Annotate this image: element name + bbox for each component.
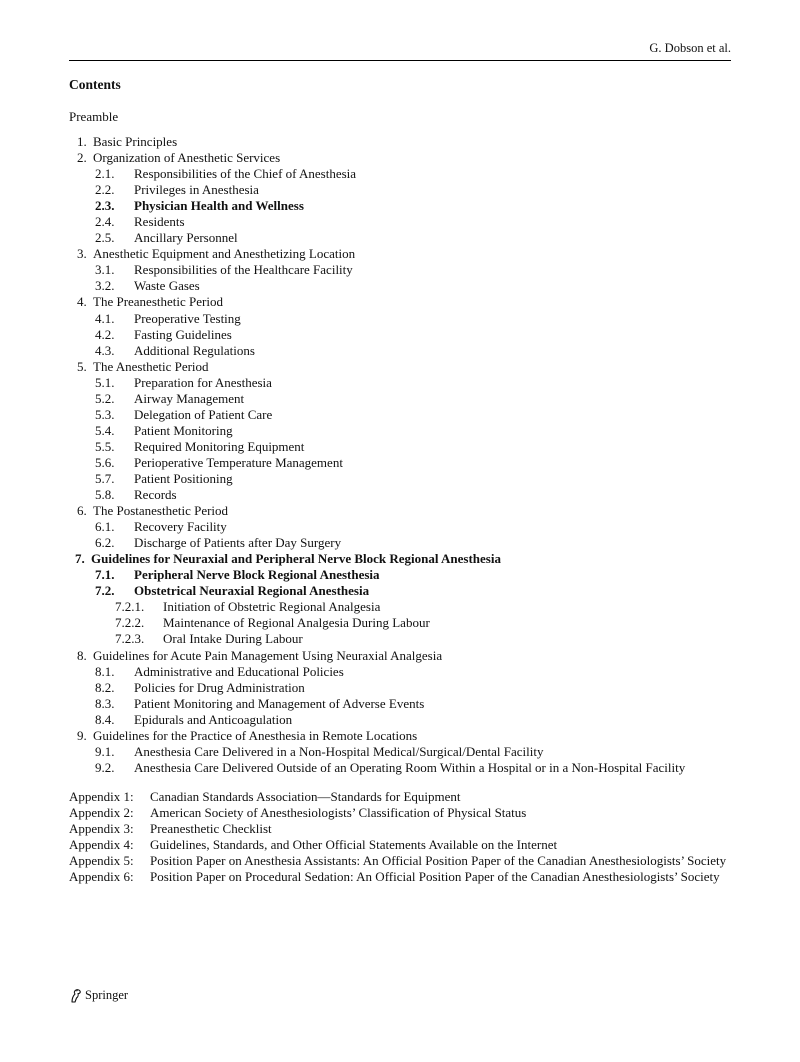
toc-entry-title: Preoperative Testing [134,310,241,326]
toc-entry-number: 9.1. [95,743,115,759]
toc-entry [69,648,731,664]
toc-entry [69,198,731,214]
toc-entry [69,439,731,455]
toc-entry-title: Oral Intake During Labour [163,631,303,647]
toc-entry-number: 5.5. [95,438,115,454]
toc-entry [69,134,731,150]
toc-entry-title: Responsibilities of the Healthcare Facility [134,262,353,278]
toc-entry [69,407,731,423]
toc-entry [69,535,731,551]
toc-entry-title: Anesthesia Care Delivered Outside of an Operating Room Within a Hospital or in a Non-Hospital Facility [134,759,686,775]
toc-entry [69,744,731,760]
toc-entry-title: The Preanesthetic Period [93,294,223,310]
appendix-entry [69,805,731,821]
toc-entry [69,423,731,439]
toc-entry-title: Physician Health and Wellness [134,198,304,214]
toc-entry [69,696,731,712]
toc-entry-title: Organization of Anesthetic Services [93,150,281,166]
toc-entry-number: 5.4. [95,422,115,438]
toc-entry-title: Guidelines for Acute Pain Management Using Neuraxial Analgesia [93,647,443,663]
toc-entry-number: 5.2. [95,390,115,406]
toc-entry-title: Anesthetic Equipment and Anesthetizing Location [93,246,356,262]
toc-entry-number: 7. [75,551,85,567]
toc-entry-title: Epidurals and Anticoagulation [134,711,293,727]
toc-entry-number: 2.3. [95,198,115,214]
table-of-contents [69,134,731,776]
toc-entry-title: Patient Positioning [134,470,233,486]
publisher-footer [69,988,128,1003]
running-head: G. Dobson et al. [649,41,731,55]
toc-entry-number: 7.1. [95,567,115,583]
toc-entry [69,487,731,503]
toc-entry-number: 4.2. [95,326,115,342]
appendix-title: Preanesthetic Checklist [150,821,272,836]
toc-entry [69,166,731,182]
toc-entry [69,343,731,359]
toc-entry-title: Additional Regulations [134,342,255,358]
toc-entry-title: Maintenance of Regional Analgesia During Labour [163,615,430,631]
preamble-entry: Preamble [69,109,119,124]
toc-entry-number: 5.1. [95,374,115,390]
toc-entry-title: Recovery Facility [134,519,227,535]
toc-entry-number: 9. [77,727,87,743]
toc-entry [69,294,731,310]
toc-entry-number: 5.6. [95,454,115,470]
toc-entry-number: 8.3. [95,695,115,711]
appendix-number: Appendix 2: [69,805,134,820]
toc-entry [69,471,731,487]
toc-entry [69,246,731,262]
appendix-title: Position Paper on Anesthesia Assistants: An Official Position Paper of the Canadian Anesthesiologists’ Society [150,853,727,868]
header-rule [69,60,731,61]
appendix-number: Appendix 1: [69,789,134,804]
appendix-title: Position Paper on Procedural Sedation: An Official Position Paper of the Canadian Anesthesiologists’ Society [150,869,720,884]
toc-entry [69,278,731,294]
contents-title: Contents [69,77,121,92]
toc-entry-number: 2.1. [95,166,115,182]
toc-entry [69,327,731,343]
toc-entry-number: 9.2. [95,759,115,775]
toc-entry-number: 7.2.2. [115,615,145,631]
toc-entry-title: The Anesthetic Period [93,358,209,374]
toc-entry-title: Anesthesia Care Delivered in a Non-Hospital Medical/Surgical/Dental Facility [134,743,544,759]
appendix-entry [69,821,731,837]
toc-entry-title: Preparation for Anesthesia [134,374,272,390]
toc-entry [69,311,731,327]
appendix-list [69,789,731,885]
toc-entry [69,503,731,519]
appendix-number: Appendix 4: [69,837,134,852]
toc-entry [69,567,731,583]
toc-entry [69,583,731,599]
toc-entry-title: Perioperative Temperature Management [134,454,343,470]
toc-entry [69,262,731,278]
toc-entry-number: 4. [77,294,87,310]
toc-entry [69,391,731,407]
toc-entry-title: Airway Management [134,390,245,406]
toc-entry-number: 6. [77,503,87,519]
toc-entry-number: 2.5. [95,230,115,246]
toc-entry [69,375,731,391]
toc-entry-number: 6.2. [95,535,115,551]
toc-entry-number: 3.2. [95,278,115,294]
toc-entry-title: Waste Gases [134,278,200,294]
publisher-name: Springer [85,988,129,1002]
toc-entry-title: Ancillary Personnel [134,230,238,246]
toc-entry-number: 2.4. [95,214,115,230]
appendix-number: Appendix 5: [69,853,134,868]
toc-entry [69,150,731,166]
toc-entry-title: Discharge of Patients after Day Surgery [134,535,342,551]
toc-entry-title: Administrative and Educational Policies [134,663,344,679]
toc-entry-title: Patient Monitoring and Management of Adverse Events [134,695,425,711]
toc-entry-number: 5.7. [95,470,115,486]
toc-entry-title: Responsibilities of the Chief of Anesthesia [134,166,357,182]
toc-entry [69,182,731,198]
toc-entry-number: 5. [77,358,87,374]
toc-entry [69,712,731,728]
toc-entry-title: Privileges in Anesthesia [134,182,259,198]
toc-entry-number: 8.4. [95,711,115,727]
appendix-entry [69,789,731,805]
toc-entry-title: Delegation of Patient Care [134,406,273,422]
toc-entry-number: 3.1. [95,262,115,278]
toc-entry-number: 4.3. [95,342,115,358]
toc-entry [69,230,731,246]
toc-entry-title: Required Monitoring Equipment [134,438,305,454]
toc-entry-title: Initiation of Obstetric Regional Analgesia [163,599,381,615]
toc-entry [69,631,731,647]
appendix-title: American Society of Anesthesiologists’ Classification of Physical Status [150,805,527,820]
toc-entry [69,214,731,230]
toc-entry [69,455,731,471]
toc-entry-title: Obstetrical Neuraxial Regional Anesthesia [134,583,370,599]
appendix-number: Appendix 3: [69,821,134,836]
toc-entry-title: Basic Principles [93,134,178,149]
toc-entry-title: Residents [134,214,185,230]
toc-entry-title: Patient Monitoring [134,422,233,438]
toc-entry-title: Fasting Guidelines [134,326,232,342]
toc-entry-number: 5.3. [95,406,115,422]
toc-entry-title: Guidelines for the Practice of Anesthesia in Remote Locations [93,727,418,743]
toc-entry [69,760,731,776]
toc-entry-number: 2.2. [95,182,115,198]
toc-entry-number: 6.1. [95,519,115,535]
appendix-entry [69,837,731,853]
toc-entry-number: 7.2.1. [115,599,145,615]
appendix-number: Appendix 6: [69,869,134,884]
appendix-title: Canadian Standards Association—Standards for Equipment [150,789,461,804]
toc-entry-number: 8.2. [95,679,115,695]
toc-entry-title: Policies for Drug Administration [134,679,305,695]
appendix-entry [69,853,731,869]
toc-entry [69,615,731,631]
appendix-entry [69,869,731,885]
toc-entry-number: 2. [77,150,87,166]
toc-entry-number: 7.2.3. [115,631,145,647]
toc-entry [69,728,731,744]
toc-entry [69,359,731,375]
toc-entry-number: 3. [77,246,87,262]
toc-entry [69,551,731,567]
toc-entry-number: 5.8. [95,487,115,503]
toc-entry-title: Records [134,487,177,503]
springer-horse-icon [69,988,83,1003]
toc-entry-number: 8. [77,647,87,663]
toc-entry [69,519,731,535]
toc-entry [69,664,731,680]
toc-entry-number: 7.2. [95,583,115,599]
toc-entry-title: The Postanesthetic Period [93,503,229,519]
toc-entry [69,599,731,615]
toc-entry-number: 1. [77,134,87,149]
appendix-title: Guidelines, Standards, and Other Official Statements Available on the Internet [150,837,558,852]
toc-entry-number: 4.1. [95,310,115,326]
toc-entry-title: Peripheral Nerve Block Regional Anesthesia [134,567,380,583]
toc-entry-title: Guidelines for Neuraxial and Peripheral Nerve Block Regional Anesthesia [91,551,501,567]
toc-entry [69,680,731,696]
toc-entry-number: 8.1. [95,663,115,679]
